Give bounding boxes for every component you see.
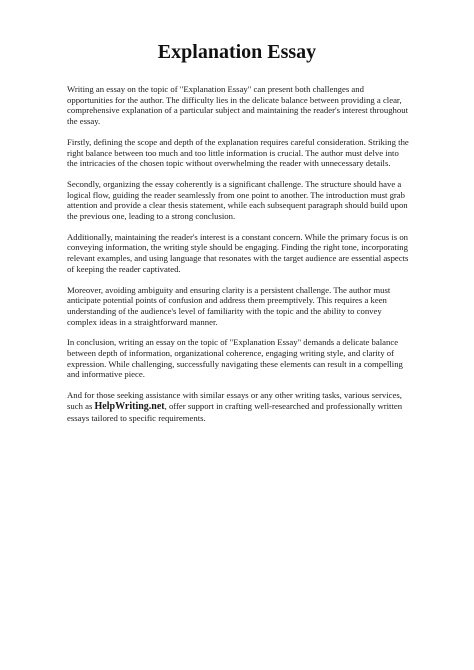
brand-link[interactable]: HelpWriting.net: [94, 400, 165, 412]
paragraph-intro: Writing an essay on the topic of "Explanation Essay" can present both challenges and opportunities for the author. The difficulty lies in the delicate balance between providing a clear, comprehensive explanation of a particular subject and maintaining the reader's interest throughout the essay.: [67, 84, 408, 127]
paragraph-secondly: Secondly, organizing the essay coherently is a significant challenge. The structure should have a logical flow, guiding the reader seamlessly from one point to another. The introduction must grab attention and provide a clear thesis statement, while each subsequent paragraph should build upon the previous one, leading to a strong conclusion.: [67, 178, 408, 222]
paragraph-conclusion: In conclusion, writing an essay on the topic of "Explanation Essay" demands a delicate balance between depth of information, organizational coherence, engaging writing style, and clarity of expression. While challenging, successfully navigating these elements can result in a compelling and informative piece.: [67, 337, 403, 380]
paragraph-moreover: Moreover, avoiding ambiguity and ensuring clarity is a persistent challenge. The author must anticipate potential points of confusion and address them preemptively. This requires a keen understanding of the audience's level of familiarity with the topic and the ability to convey complex ideas in a straightforward manner.: [67, 284, 391, 327]
closing-text-before: And for those seeking assistance with similar essays or any other writing tasks, various services, such as: [67, 390, 402, 411]
document-body: [67, 84, 411, 433]
paragraph-additionally: Additionally, maintaining the reader's interest is a constant concern. While the primary focus is on conveying information, the writing style should be engaging. Finding the right tone, incorporating relevant examples, and using language that resonates with the target audience are essential aspects of keeping the reader captivated.: [67, 231, 409, 274]
closing-text-after: , offer support in crafting well-researched and professionally written essays tailored to specific requirements.: [67, 400, 403, 423]
paragraph-closing: [67, 390, 411, 423]
paragraph-firstly: Firstly, defining the scope and depth of the explanation requires careful consideration. Striking the right balance between too much and too little information is crucial. The author must delve into the intricacies of the chosen topic without overwhelming the reader with unnecessary details.: [67, 136, 409, 169]
document-title: Explanation Essay: [157, 41, 317, 63]
